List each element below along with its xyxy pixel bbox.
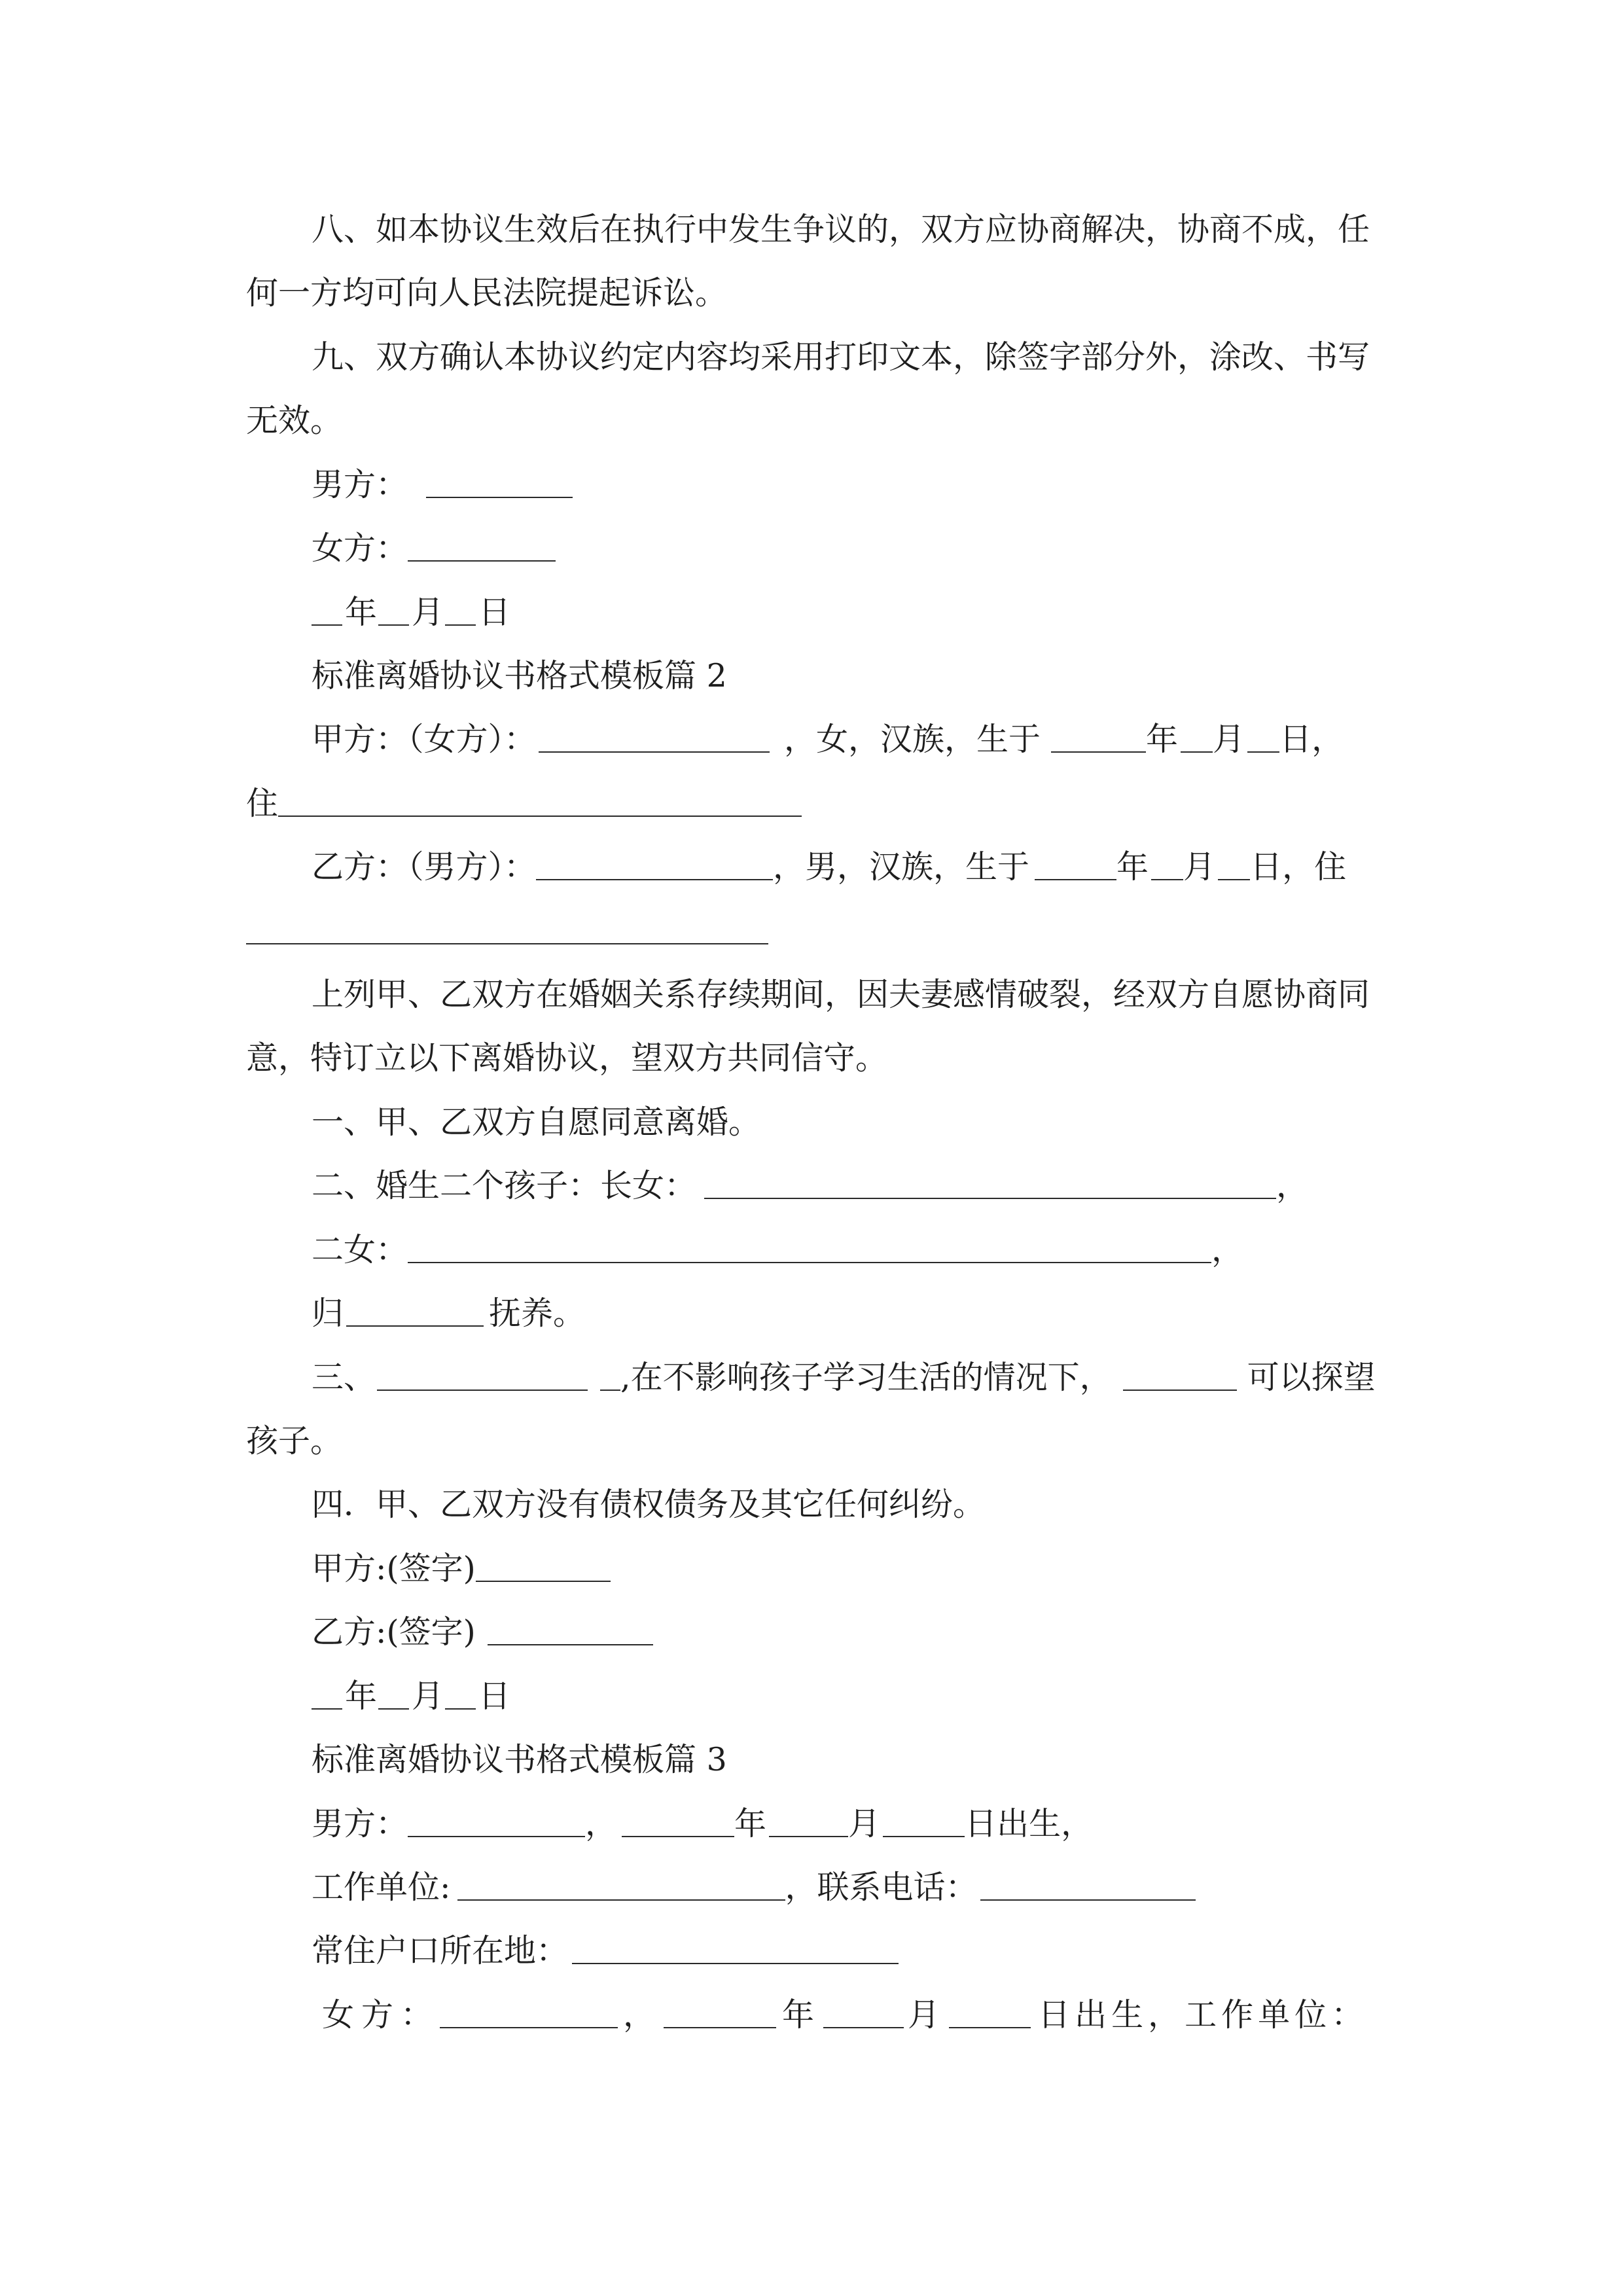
- blank-line: [1035, 879, 1116, 880]
- blank-line: [1181, 751, 1213, 753]
- phone-label: ，联系电话：: [785, 1868, 978, 1906]
- blank-line: [457, 1899, 785, 1901]
- male-work-line: [246, 1856, 1385, 1919]
- party-a-signature-line: [246, 1537, 1385, 1600]
- clause-2-custody: [246, 1282, 1385, 1345]
- female-label: 女方：: [322, 1996, 440, 2034]
- party-b-day-address: 日，住: [1250, 848, 1347, 886]
- date-month: 月: [412, 593, 444, 631]
- male-signature-label: 男方：: [312, 465, 408, 503]
- blank-line: [539, 751, 770, 753]
- clause-8-line-2: 何一方均可向人民法院提起诉讼。: [246, 274, 728, 312]
- female-day-work-unit: 日出生，工作单位：: [1038, 1996, 1368, 2034]
- party-b-signature-label: 乙方:(签字): [312, 1613, 476, 1651]
- blank-line: [600, 1390, 620, 1391]
- blank-line: [408, 560, 556, 562]
- male-label: 男方：: [312, 1804, 408, 1842]
- date-year: 年: [345, 593, 378, 631]
- blank-line: [440, 2027, 618, 2028]
- blank-line: [278, 816, 802, 817]
- blank-line: [949, 2027, 1031, 2028]
- blank-line: [704, 1198, 1276, 1199]
- male-comma: ，: [585, 1804, 618, 1842]
- party-b-line: [246, 835, 1385, 899]
- date-year: 年: [345, 1677, 378, 1715]
- blank-line: [378, 624, 409, 626]
- blank-line: [488, 1644, 653, 1645]
- female-month: 月: [908, 1996, 940, 2034]
- clause-8-line-1: 八、如本协议生效后在执行中发生争议的，双方应协商解决，协商不成，任: [312, 211, 1370, 248]
- blank-line: [664, 2027, 776, 2028]
- clause-3-line-2: 孩子。: [246, 1422, 343, 1460]
- blank-line: [246, 943, 768, 944]
- blank-line: [1051, 751, 1146, 753]
- male-year: 年: [734, 1804, 767, 1842]
- party-a-line: [246, 708, 1385, 771]
- second-daughter-end: ，: [1211, 1230, 1244, 1268]
- document-body: [246, 198, 1385, 2047]
- blank-line: [476, 1581, 611, 1582]
- party-b-signature-line: [246, 1600, 1385, 1664]
- preamble-line-2: 意，特订立以下离婚协议，望双方共同信守。: [246, 1039, 888, 1077]
- blank-line: [426, 497, 573, 498]
- blank-line: [883, 1836, 965, 1837]
- female-signature-label: 女方：: [312, 529, 408, 567]
- blank-line: [1123, 1390, 1237, 1391]
- date-line: [246, 581, 1385, 644]
- eldest-daughter-label: 二、婚生二个孩子：长女：: [312, 1167, 697, 1205]
- party-b-month: 月: [1183, 848, 1216, 886]
- blank-line: [536, 879, 773, 880]
- party-b-address-line: [246, 899, 1385, 963]
- female-birth-line: [246, 1983, 1385, 2047]
- party-a-details: ，女，汉族，生于: [784, 721, 1041, 759]
- preamble-line-1: 上列甲、乙双方在婚姻关系存续期间，因夫妻感情破裂，经双方自愿协商同: [312, 976, 1370, 1014]
- blank-line: [312, 1708, 342, 1710]
- party-a-label: 甲方：（女方）：: [312, 721, 537, 759]
- male-birth-line: [246, 1792, 1385, 1856]
- clause-9-line-1: 九、双方确认本协议约定内容均采用打印文本，除签字部分外，涂改、书写: [312, 338, 1370, 376]
- clause-3-middle: ,在不影响孩子学习生活的情况下，: [620, 1358, 1112, 1396]
- clause-3-prefix: 三、: [312, 1358, 376, 1396]
- blank-line: [346, 1325, 484, 1327]
- blank-line: [823, 2027, 904, 2028]
- clause-2-eldest-daughter: [246, 1154, 1385, 1217]
- clause-3-line-1: [246, 1346, 1385, 1409]
- female-comma: ，: [623, 1996, 656, 2034]
- party-a-signature-label: 甲方:(签字): [312, 1549, 476, 1587]
- residence-label: 常住户口所在地：: [312, 1932, 569, 1970]
- male-month: 月: [848, 1804, 881, 1842]
- blank-line: [408, 1836, 585, 1837]
- blank-line: [445, 624, 476, 626]
- clause-3-suffix: 可以探望: [1247, 1358, 1376, 1396]
- party-b-year: 年: [1116, 848, 1149, 886]
- date-day: 日: [478, 1677, 511, 1715]
- clause-2-second-daughter: [246, 1218, 1385, 1282]
- blank-line: [408, 1262, 1211, 1263]
- female-signature-line: [246, 516, 1385, 580]
- blank-line: [572, 1963, 899, 1964]
- work-unit-label: 工作单位:: [312, 1868, 451, 1906]
- party-b-details: ，男，汉族，生于: [773, 848, 1030, 886]
- male-day: 日出生，: [965, 1804, 1094, 1842]
- blank-line: [445, 1708, 476, 1710]
- date-month: 月: [412, 1677, 444, 1715]
- custody-prefix: 归: [312, 1295, 344, 1333]
- male-signature-line: [246, 453, 1385, 516]
- blank-line: [1151, 879, 1183, 880]
- party-a-address-line: [246, 772, 1385, 835]
- second-daughter-label: 二女：: [312, 1230, 408, 1268]
- blank-line: [622, 1836, 734, 1837]
- party-b-label: 乙方：（男方）：: [312, 848, 537, 886]
- party-a-address-label: 住: [246, 784, 279, 822]
- date-line: [246, 1664, 1385, 1728]
- male-residence-line: [246, 1919, 1385, 1982]
- blank-line: [378, 1708, 409, 1710]
- female-year: 年: [782, 1996, 815, 2034]
- clause-1: 一、甲、乙双方自愿同意离婚。: [312, 1103, 761, 1141]
- eldest-daughter-end: ，: [1276, 1167, 1309, 1205]
- party-a-month: 月: [1213, 721, 1245, 759]
- clause-4: 四．甲、乙双方没有债权债务及其它任何纠纷。: [312, 1486, 986, 1524]
- blank-line: [312, 624, 342, 626]
- blank-line: [1218, 879, 1250, 880]
- blank-line: [377, 1390, 588, 1391]
- custody-suffix: 抚养。: [489, 1295, 586, 1333]
- date-day: 日: [478, 593, 511, 631]
- template-3-title: 标准离婚协议书格式模板篇 3: [312, 1741, 727, 1779]
- party-a-year: 年: [1146, 721, 1179, 759]
- template-2-title: 标准离婚协议书格式模板篇 2: [312, 656, 727, 694]
- blank-line: [980, 1899, 1196, 1901]
- party-a-day: 日，: [1279, 721, 1344, 759]
- clause-9-line-2: 无效。: [246, 402, 343, 440]
- blank-line: [1247, 751, 1279, 753]
- blank-line: [769, 1836, 848, 1837]
